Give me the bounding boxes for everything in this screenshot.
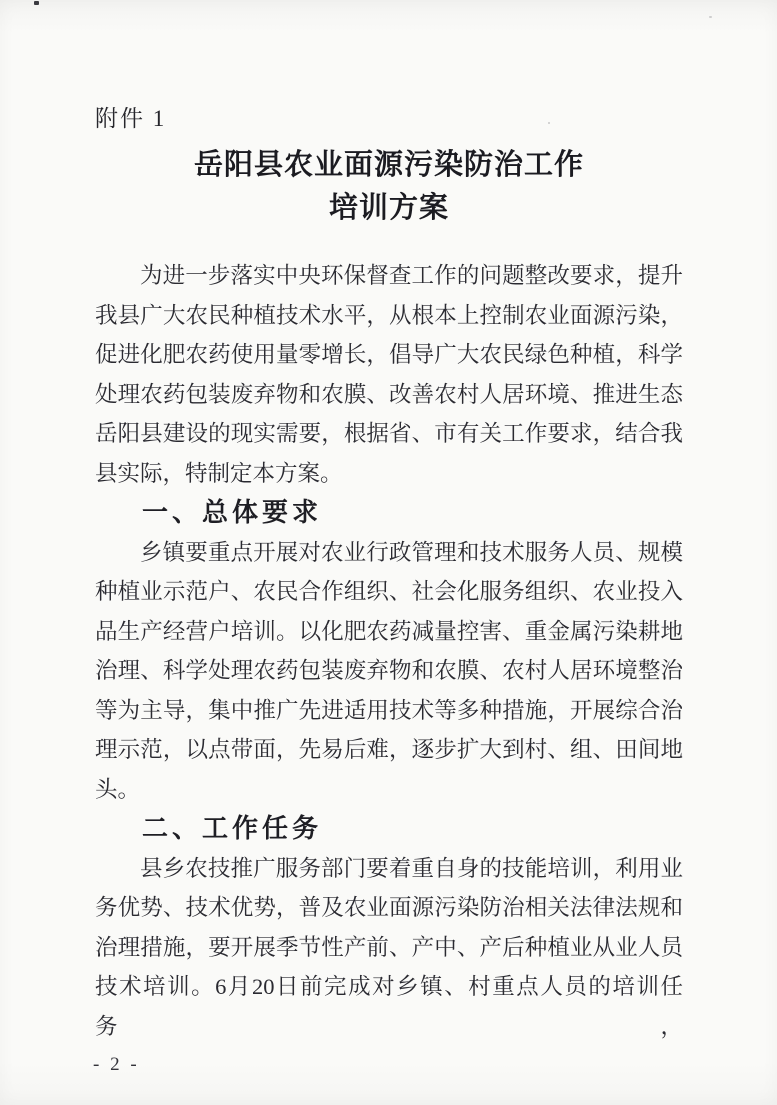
body-line: 技术培训。6月20日前完成对乡镇、村重点人员的培训任务，	[95, 974, 683, 1039]
body-line: 等为主导，集中推广先进适用技术等多种措施，开展综合治	[95, 697, 683, 723]
document-title-line: 培训方案	[328, 192, 449, 224]
body-line: 县实际，特制定本方案。	[95, 460, 343, 486]
document-body	[95, 256, 683, 1046]
scan-speck	[34, 1, 39, 5]
body-line: 治理措施，要开展季节性产前、产中、产后种植业从业人员	[95, 934, 683, 960]
body-line: 头。	[95, 776, 141, 802]
document-title	[95, 144, 683, 230]
body-line: 品生产经营户培训。以化肥农药减量控害、重金属污染耕地	[95, 618, 683, 644]
body-line: 我县广大农民种植技术水平，从根本上控制农业面源污染，	[95, 302, 683, 328]
document-title-line: 岳阳县农业面源污染防治工作	[193, 149, 584, 181]
body-line: 种植业示范户、农民合作组织、社会化服务组织、农业投入	[95, 579, 683, 604]
section-heading: 一、总体要求	[142, 497, 323, 527]
body-line: 岳阳县建设的现实需要，根据省、市有关工作要求，结合我	[95, 421, 683, 446]
body-line: 县乡农技推广服务部门要着重自身的技能培训，利用业	[140, 855, 683, 881]
body-line: 乡镇要重点开展对农业行政管理和技术服务人员、规模	[140, 539, 683, 565]
attachment-label: 附件 1	[95, 106, 167, 131]
body-line: 促进化肥农药使用量零增长，倡导广大农民绿色种植，科学	[95, 342, 683, 367]
body-line: 为进一步落实中央环保督查工作的问题整改要求，提升	[140, 263, 683, 288]
page-number: - 2 -	[93, 1054, 140, 1075]
body-line: 务优势、技术优势，普及农业面源污染防治相关法律法规和	[95, 895, 683, 920]
body-line: 治理、科学处理农药包装废弃物和农膜、农村人居环境整治	[95, 658, 683, 683]
body-line: 处理农药包装废弃物和农膜、改善农村人居环境、推进生态	[95, 381, 683, 407]
scan-speck	[709, 16, 712, 18]
body-line: 理示范，以点带面，先易后难，逐步扩大到村、组、田间地	[95, 737, 683, 762]
document-content	[95, 0, 683, 1077]
section-heading: 二、工作任务	[142, 813, 323, 843]
